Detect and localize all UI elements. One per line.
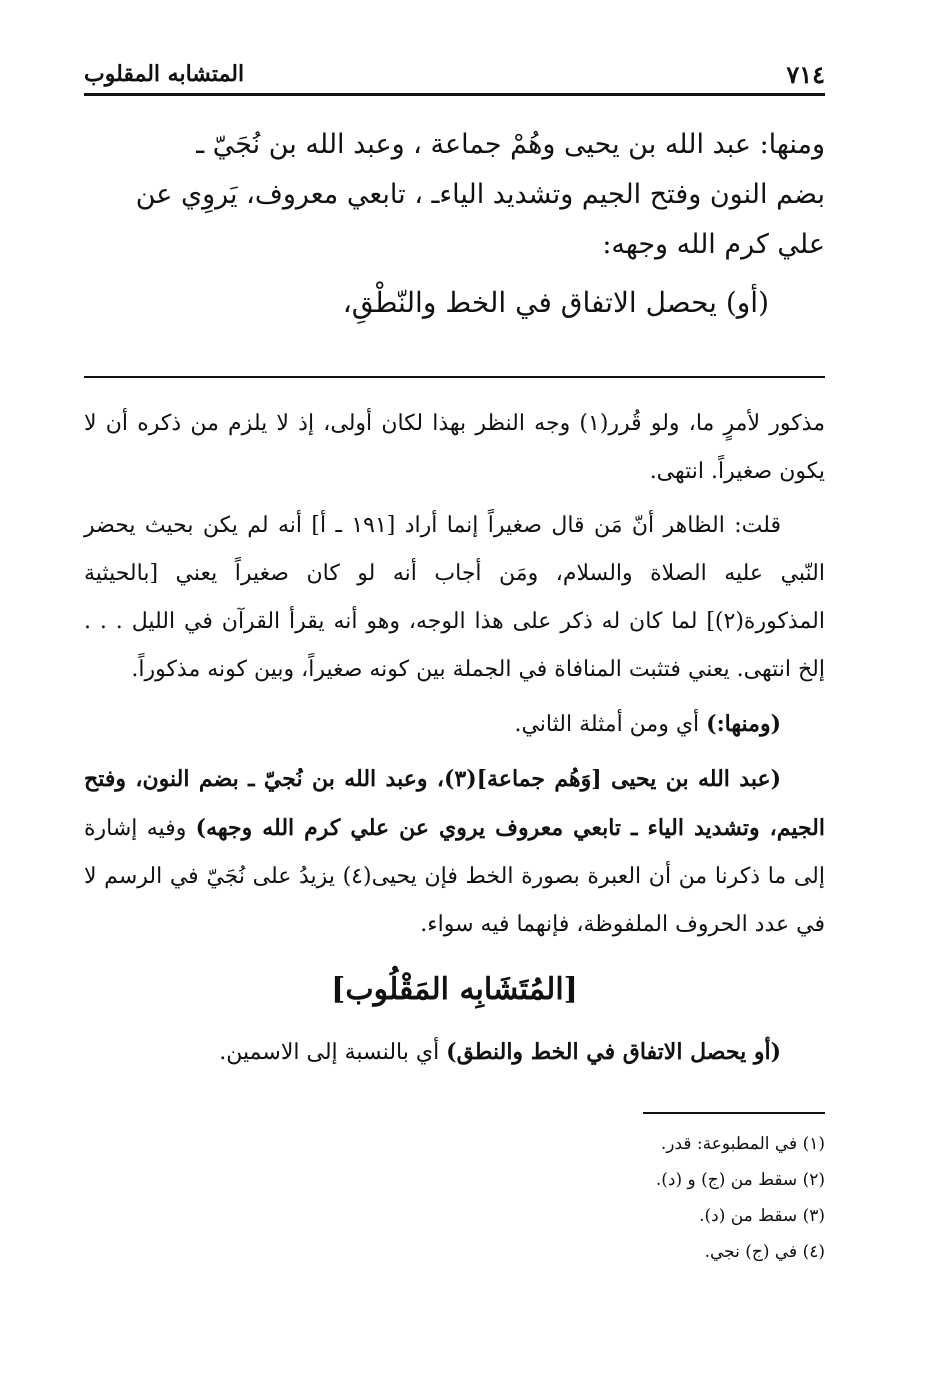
footnote: (٣) سقط من (د). <box>699 1206 825 1226</box>
commentary-text <box>84 400 825 955</box>
commentary-bold: (ومنها:) <box>706 711 781 737</box>
running-title: المتشابه المقلوب <box>84 61 245 87</box>
footnote: (٢) سقط من (ج) و (د). <box>655 1170 825 1190</box>
main-text <box>84 120 825 328</box>
footnote-divider <box>643 1112 825 1114</box>
footnote: (٤) في (ج) نجي. <box>704 1242 825 1262</box>
section-heading: [المُتَشَابِه المَقْلُوب] <box>331 972 578 1007</box>
section-bold: (أو يحصل الاتفاق في الخط والنطق) <box>446 1039 781 1065</box>
commentary-span: وفيه إشارة إلى ما ذكرنا من أن العبرة بصورة الخط فإن يحيى(٤) يزيدُ على نُجَيّ في الرسم لا في عدد الحروف الملفوظة، فإنهما فيه سواء. <box>84 816 825 937</box>
section-span: أي بالنسبة إلى الاسمين. <box>219 1040 447 1065</box>
footnotes <box>84 1126 825 1270</box>
commentary-paragraph: قلت: الظاهر أنّ مَن قال صغيراً إنما أراد [١٩١ ـ أ] أنه لم يكن بحيث يحضر النّبي عليه الصلاة والسلام، ومَن أجاب أنه لو كان صغيراً يعني [بالحيثية المذكورة(٢)] لما كان له ذكر على هذا الوجه، وهو أنه يقرأ القرآن في الليل . . . إلخ انتهى. يعني فتثبت المنافاة في الجملة بين كونه صغيراً، وبين كونه مذكوراً. <box>84 513 825 682</box>
main-text-line: بضم النون وفتح الجيم وتشديد الياءـ ، تابعي معروف، يَروِي عن <box>135 179 825 210</box>
main-text-line: علي كرم الله وجهه: <box>602 229 825 260</box>
commentary-paragraph <box>84 700 825 749</box>
section-text <box>84 1028 825 1077</box>
section-divider <box>84 376 825 378</box>
commentary-span: أي ومن أمثلة الثاني. <box>514 712 707 737</box>
running-header <box>84 55 825 96</box>
main-text-line: ومنها: عبد الله بن يحيى وهُمْ جماعة ، وعبد الله بن نُجَيّ ـ <box>196 129 825 160</box>
commentary-bold: (عبد الله بن يحيى [وَهُم جماعة](٣)، وعبد الله بن نُجيّ ـ بضم النون، وفتح الجيم، وتشديد الياء ـ تابعي معروف يروي عن علي كرم الله وجهه) <box>84 766 825 841</box>
main-text-quote: (أو) يحصل الاتفاق في الخط والنّطْقِ، <box>342 286 769 319</box>
page-number: ٧١٤ <box>786 59 825 89</box>
commentary-paragraph <box>84 755 825 949</box>
commentary-paragraph: مذكور لأمرٍ ما، ولو قُرر(١) وجه النظر بهذا لكان أولى، إذ لا يلزم من ذكره أن لا يكون صغيراً. انتهى. <box>84 411 825 484</box>
footnote: (١) في المطبوعة: قدر. <box>660 1134 825 1154</box>
